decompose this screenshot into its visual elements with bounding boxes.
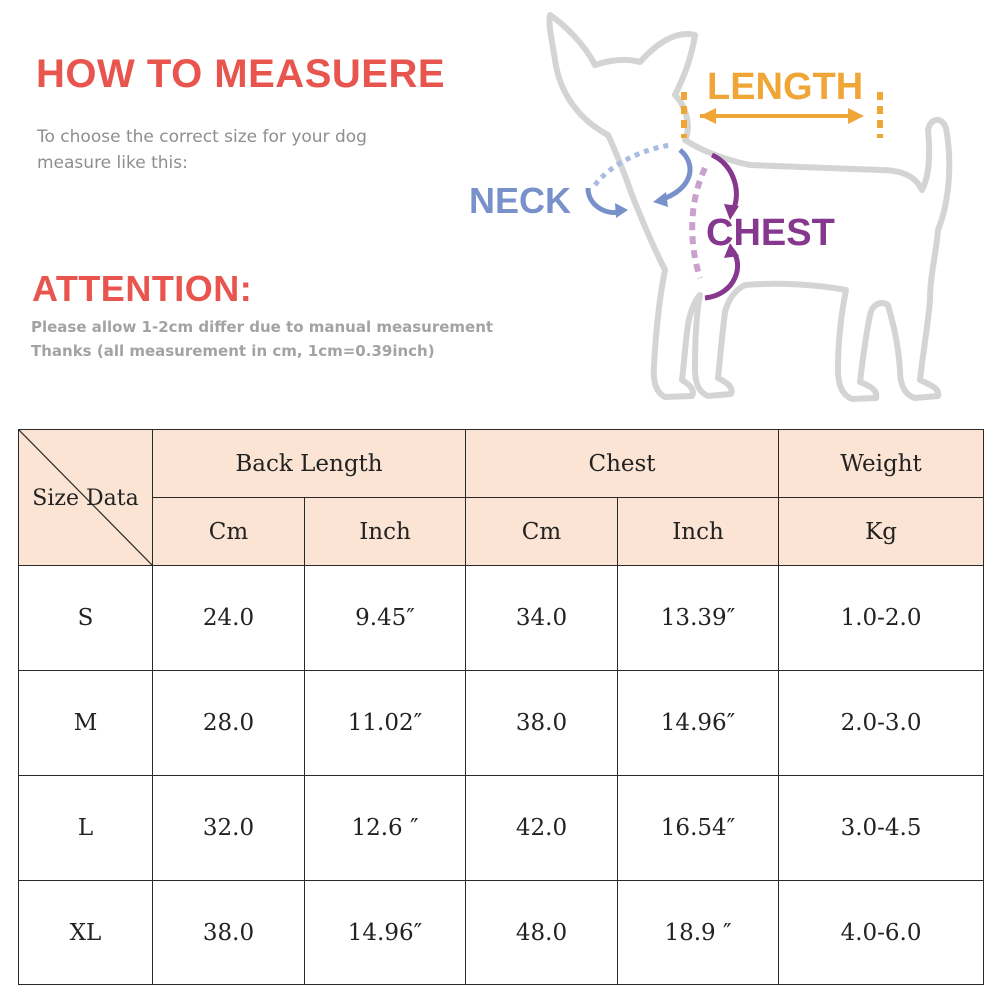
corner-label: Size Data bbox=[32, 485, 139, 511]
back-cm-cell: 32.0 bbox=[153, 776, 305, 881]
back-inch-cell: 9.45″ bbox=[305, 566, 466, 671]
group-header-back-length: Back Length bbox=[153, 430, 466, 498]
unit-header-weight-kg: Kg bbox=[779, 498, 984, 566]
chest-inch-cell: 14.96″ bbox=[618, 671, 779, 776]
chest-inch-cell: 16.54″ bbox=[618, 776, 779, 881]
table-row bbox=[19, 671, 984, 776]
back-inch-cell: 11.02″ bbox=[305, 671, 466, 776]
group-header-chest: Chest bbox=[466, 430, 779, 498]
size-cell: S bbox=[19, 566, 153, 671]
attention-heading: ATTENTION: bbox=[32, 268, 253, 309]
back-cm-cell: 38.0 bbox=[153, 881, 305, 985]
unit-header-back-cm: Cm bbox=[153, 498, 305, 566]
back-inch-cell: 14.96″ bbox=[305, 881, 466, 985]
weight-cell: 3.0-4.5 bbox=[779, 776, 984, 881]
chest-label: CHEST bbox=[706, 212, 835, 254]
table-row bbox=[19, 881, 984, 985]
back-cm-cell: 24.0 bbox=[153, 566, 305, 671]
size-cell: L bbox=[19, 776, 153, 881]
weight-cell: 2.0-3.0 bbox=[779, 671, 984, 776]
size-cell: M bbox=[19, 671, 153, 776]
attention-note-line-2: Thanks (all measurement in cm, 1cm=0.39inch) bbox=[31, 342, 435, 360]
chest-cm-cell: 38.0 bbox=[466, 671, 618, 776]
unit-header-back-inch: Inch bbox=[305, 498, 466, 566]
table-row bbox=[19, 566, 984, 671]
page-title: HOW TO MEASUERE bbox=[36, 52, 446, 96]
intro-text-line-1: To choose the correct size for your dog bbox=[37, 127, 367, 147]
attention-note-line-1: Please allow 1-2cm differ due to manual measurement bbox=[31, 318, 494, 336]
length-label: LENGTH bbox=[707, 66, 864, 108]
group-header-weight: Weight bbox=[779, 430, 984, 498]
unit-header-chest-inch: Inch bbox=[618, 498, 779, 566]
intro-text-line-2: measure like this: bbox=[37, 153, 188, 173]
size-cell: XL bbox=[19, 881, 153, 985]
back-cm-cell: 28.0 bbox=[153, 671, 305, 776]
header-row-units bbox=[19, 498, 984, 566]
unit-header-chest-cm: Cm bbox=[466, 498, 618, 566]
chest-cm-cell: 48.0 bbox=[466, 881, 618, 985]
corner-header-cell bbox=[19, 430, 153, 566]
dog-measurement-illustration bbox=[460, 0, 1000, 412]
header-row-groups bbox=[19, 430, 984, 498]
weight-cell: 4.0-6.0 bbox=[779, 881, 984, 985]
back-inch-cell: 12.6 ″ bbox=[305, 776, 466, 881]
chest-inch-cell: 18.9 ″ bbox=[618, 881, 779, 985]
weight-cell: 1.0-2.0 bbox=[779, 566, 984, 671]
chest-cm-cell: 34.0 bbox=[466, 566, 618, 671]
neck-label: NECK bbox=[469, 180, 572, 221]
table-row bbox=[19, 776, 984, 881]
size-chart-table bbox=[18, 429, 984, 985]
chest-cm-cell: 42.0 bbox=[466, 776, 618, 881]
chest-inch-cell: 13.39″ bbox=[618, 566, 779, 671]
